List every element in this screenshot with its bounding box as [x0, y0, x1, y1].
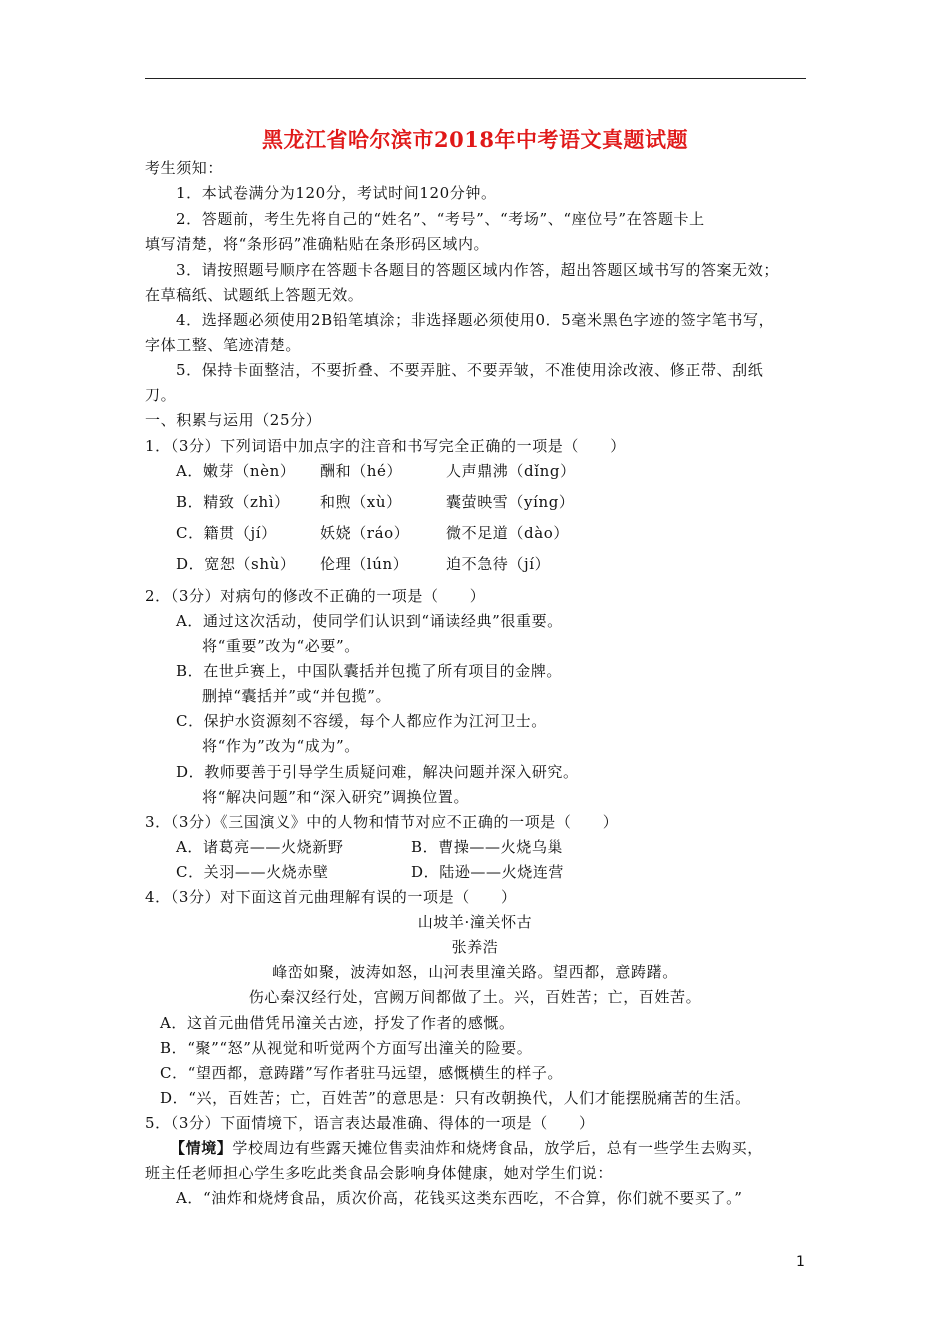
question-4-stem: 4．（3分）对下面这首元曲理解有误的一项是（ ） [145, 888, 517, 906]
q2-option-d: D．教师要善于引导学生质疑问难，解决问题并深入研究。 [176, 763, 579, 781]
q3-option-c: C．关羽——火烧赤壁 [176, 863, 329, 881]
q3-option-b: B．曹操——火烧乌巢 [411, 838, 564, 856]
q5-context-text: 学校周边有些露天摊位售卖油炸和烧烤食品，放学后，总有一些学生去购买， [232, 1139, 763, 1157]
poem-title: 山坡羊·潼关怀古 [417, 913, 533, 931]
q5-context-line2: 班主任老师担心学生多吃此类食品会影响身体健康，她对学生们说： [145, 1164, 614, 1182]
page-number: 1 [796, 1254, 805, 1270]
q1-option-c-word3: 微不足道（dào） [446, 524, 569, 542]
q1-option-d-word3: 迫不急待（jí） [446, 555, 551, 573]
q1-option-a-word2: 酬和（hé） [320, 462, 403, 480]
notice-item: 刀。 [145, 386, 177, 404]
notice-item: 字体工整、笔迹清楚。 [145, 336, 302, 354]
notice-item: 2．答题前，考生先将自己的“姓名”、“考号”、“考场”、“座位号”在答题卡上 [176, 210, 705, 228]
document-title: 黑龙江省哈尔滨市2018年中考语文真题试题 [262, 127, 688, 152]
poem-line: 伤心秦汉经行处，宫阙万间都做了土。兴，百姓苦；亡，百姓苦。 [248, 988, 702, 1006]
q1-option-c-word2: 妖娆（ráo） [320, 524, 410, 542]
q5-option-a: A．“油炸和烧烤食品，质次价高，花钱买这类东西吃，不合算，你们就不要买了。” [176, 1189, 743, 1207]
notice-item: 4．选择题必须使用2B铅笔填涂；非选择题必须使用0．5毫米黑色字迹的签字笔书写， [176, 311, 775, 329]
question-1-stem: 1．（3分）下列词语中加点字的注音和书写完全正确的一项是（ ） [145, 437, 626, 455]
q1-option-a-word3: 人声鼎沸（dǐng） [446, 462, 576, 480]
notice-item: 填写清楚，将“条形码”准确粘贴在条形码区域内。 [145, 235, 490, 253]
q2-option-a-fix: 将“重要”改为“必要”。 [202, 637, 360, 655]
question-3-stem: 3．（3分）《三国演义》中的人物和情节对应不正确的一项是（ ） [145, 813, 619, 831]
q4-option-c: C．“望西都，意踌躇”写作者驻马远望，感慨横生的样子。 [160, 1064, 564, 1082]
header-rule [145, 78, 806, 79]
q2-option-b-fix: 删掉“囊括并”或“并包揽”。 [202, 687, 392, 705]
q1-option-d-word2: 伦理（lún） [320, 555, 409, 573]
question-2-stem: 2．（3分）对病句的修改不正确的一项是（ ） [145, 587, 486, 605]
q2-option-c-fix: 将“作为”改为“成为”。 [202, 737, 360, 755]
q4-option-b: B．“聚”“怒”从视觉和听觉两个方面写出潼关的险要。 [160, 1039, 533, 1057]
q5-context-line1 [170, 1138, 763, 1158]
q4-option-a: A．这首元曲借凭吊潼关古迹，抒发了作者的感慨。 [160, 1014, 515, 1032]
poem-author: 张养浩 [451, 938, 499, 956]
q2-option-c: C．保护水资源刻不容缓，每个人都应作为江河卫士。 [176, 712, 547, 730]
q1-option-b-word3: 囊萤映雪（yíng） [446, 493, 575, 511]
q1-option-b-word2: 和煦（xù） [320, 493, 402, 511]
q4-option-d: D．“兴，百姓苦；亡，百姓苦”的意思是：只有改朝换代，人们才能摆脱痛苦的生活。 [160, 1089, 751, 1107]
notice-item: 5．保持卡面整洁，不要折叠、不要弄脏、不要弄皱，不准使用涂改液、修正带、刮纸 [176, 361, 764, 379]
poem-line: 峰峦如聚，波涛如怒，山河表里潼关路。望西都，意踌躇。 [272, 963, 678, 981]
notice-item: 1．本试卷满分为120分，考试时间120分钟。 [176, 184, 497, 202]
notice-item: 在草稿纸、试题纸上答题无效。 [145, 286, 364, 304]
q1-option-d-word1: D．宽恕（shù） [176, 555, 296, 573]
q1-option-c-word1: C．籍贯（jí） [176, 524, 277, 542]
q1-option-b-word1: B．精致（zhì） [176, 493, 290, 511]
q2-option-d-fix: 将“解决问题”和“深入研究”调换位置。 [202, 788, 470, 806]
section-heading: 一、积累与运用（25分） [145, 411, 322, 429]
q5-context-label: 【情境】 [170, 1139, 233, 1157]
q1-option-a-word1: A．嫩芽（nèn） [176, 462, 296, 480]
q3-option-d: D．陆逊——火烧连营 [411, 863, 565, 881]
q2-option-b: B．在世乒赛上，中国队囊括并包揽了所有项目的金牌。 [176, 662, 563, 680]
q3-option-a: A．诸葛亮——火烧新野 [176, 838, 344, 856]
notice-item: 3．请按照题号顺序在答题卡各题目的答题区域内作答，超出答题区域书写的答案无效； [176, 261, 779, 279]
notice-heading: 考生须知： [145, 159, 224, 177]
question-5-stem: 5．（3分）下面情境下，语言表达最准确、得体的一项是（ ） [145, 1114, 595, 1132]
q2-option-a: A．通过这次活动，使同学们认识到“诵读经典”很重要。 [176, 612, 563, 630]
